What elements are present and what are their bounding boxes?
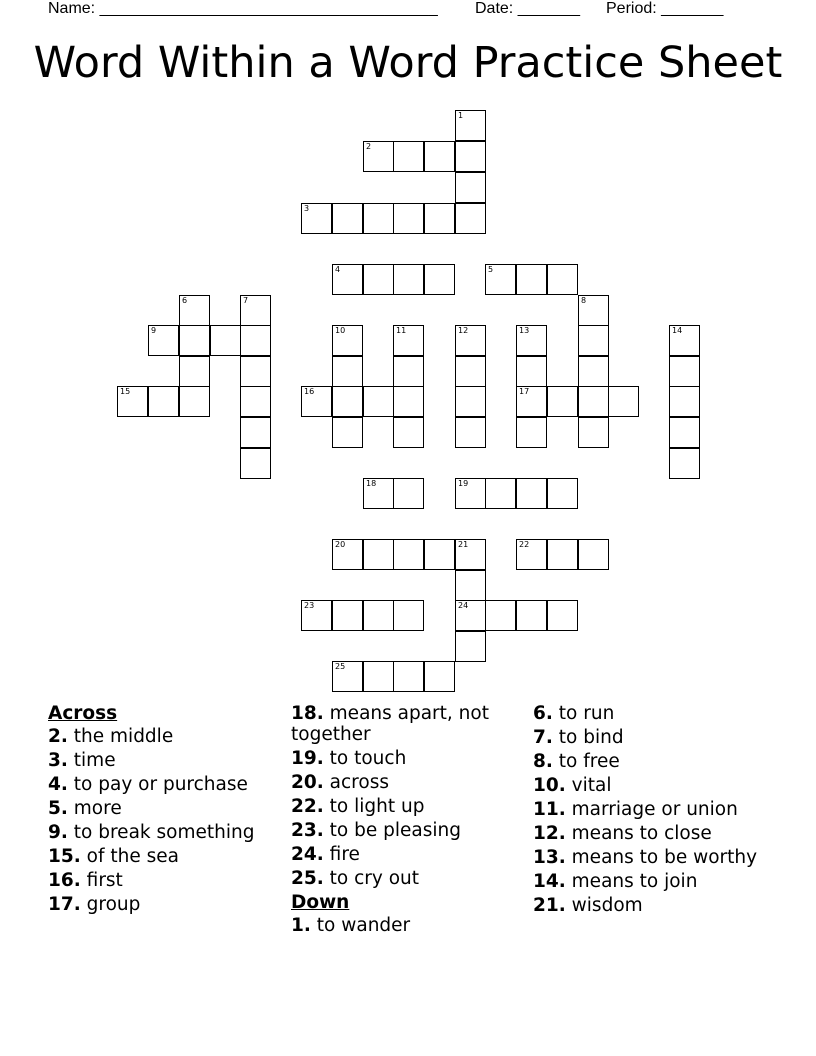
grid-cell[interactable]: [485, 600, 516, 631]
grid-cell[interactable]: [301, 203, 332, 234]
clue-item: [533, 703, 773, 724]
clue-item: [291, 772, 521, 793]
clue-text: fire: [323, 844, 360, 865]
clue-number: 10.: [533, 775, 566, 796]
grid-cell[interactable]: [363, 203, 394, 234]
cell-number: 21: [458, 540, 469, 549]
grid-cell[interactable]: [393, 325, 424, 356]
grid-cell[interactable]: [240, 386, 271, 417]
clue-item: [291, 703, 521, 745]
clue-item: [291, 820, 521, 841]
grid-cell[interactable]: [363, 539, 394, 570]
grid-cell[interactable]: [393, 203, 424, 234]
clue-text: to run: [552, 703, 615, 724]
clue-number: 18.: [291, 703, 324, 724]
grid-cell[interactable]: [578, 356, 609, 387]
grid-cell[interactable]: [669, 356, 700, 387]
cell-number: 16: [304, 387, 315, 396]
clue-text: vital: [565, 775, 612, 796]
grid-cell[interactable]: [332, 417, 363, 448]
cell-number: 2: [366, 142, 372, 151]
grid-cell[interactable]: [455, 478, 486, 509]
cell-number: 18: [366, 479, 377, 488]
clue-number: 24.: [291, 844, 324, 865]
grid-cell[interactable]: [332, 539, 363, 570]
clue-number: 3.: [48, 750, 68, 771]
grid-cell[interactable]: [148, 386, 179, 417]
cell-number: 6: [182, 296, 188, 305]
clue-item: [533, 799, 773, 820]
cell-number: 25: [335, 662, 346, 671]
across-heading: Across: [48, 703, 118, 724]
grid-cell[interactable]: [393, 600, 424, 631]
grid-cell[interactable]: [516, 600, 547, 631]
clue-item: [48, 750, 280, 771]
cell-number: 7: [243, 296, 249, 305]
clue-number: 8.: [533, 751, 553, 772]
clue-text: time: [67, 750, 116, 771]
grid-cell[interactable]: [578, 417, 609, 448]
clue-number: 5.: [48, 798, 68, 819]
grid-cell[interactable]: [455, 356, 486, 387]
grid-cell[interactable]: [179, 295, 210, 326]
clue-text: of the sea: [80, 846, 179, 867]
clue-item: [533, 775, 773, 796]
clue-text: group: [80, 894, 141, 915]
clue-text: across: [323, 772, 389, 793]
grid-cell[interactable]: [332, 325, 363, 356]
cell-number: 4: [335, 265, 341, 274]
grid-cell[interactable]: [455, 600, 486, 631]
clue-number: 6.: [533, 703, 553, 724]
clue-column-3: [533, 703, 773, 919]
grid-cell[interactable]: [393, 264, 424, 295]
grid-cell[interactable]: [240, 417, 271, 448]
grid-cell[interactable]: [424, 661, 455, 692]
grid-cell[interactable]: [363, 264, 394, 295]
cell-number: 12: [458, 326, 469, 335]
cell-number: 19: [458, 479, 469, 488]
grid-cell[interactable]: [393, 478, 424, 509]
grid-cell[interactable]: [363, 478, 394, 509]
grid-cell[interactable]: [608, 386, 639, 417]
grid-cell[interactable]: [485, 478, 516, 509]
cell-number: 13: [519, 326, 530, 335]
grid-cell[interactable]: [578, 386, 609, 417]
down-clue-list-continued: [533, 703, 773, 916]
across-clue-list-continued: [291, 703, 521, 889]
date-field-label[interactable]: Date: _______: [475, 0, 580, 17]
clue-text: to cry out: [323, 868, 420, 889]
grid-cell[interactable]: [424, 141, 455, 172]
across-clue-list: [48, 726, 280, 915]
grid-cell[interactable]: [578, 539, 609, 570]
grid-cell[interactable]: [393, 356, 424, 387]
clue-number: 23.: [291, 820, 324, 841]
grid-cell[interactable]: [424, 264, 455, 295]
grid-cell[interactable]: [393, 539, 424, 570]
grid-cell[interactable]: [516, 386, 547, 417]
clue-text: more: [67, 798, 122, 819]
grid-cell[interactable]: [516, 417, 547, 448]
grid-cell[interactable]: [455, 539, 486, 570]
grid-cell[interactable]: [363, 141, 394, 172]
clue-item: [48, 822, 280, 843]
grid-cell[interactable]: [455, 631, 486, 662]
clue-item: [291, 915, 521, 936]
cell-number: 15: [120, 387, 131, 396]
grid-cell[interactable]: [332, 661, 363, 692]
clue-number: 2.: [48, 726, 68, 747]
cell-number: 14: [672, 326, 683, 335]
clue-item: [48, 774, 280, 795]
grid-cell[interactable]: [424, 203, 455, 234]
grid-cell[interactable]: [363, 600, 394, 631]
clue-number: 13.: [533, 847, 566, 868]
grid-cell[interactable]: [179, 356, 210, 387]
grid-cell[interactable]: [332, 264, 363, 295]
grid-cell[interactable]: [547, 600, 578, 631]
grid-cell[interactable]: [179, 325, 210, 356]
grid-cell[interactable]: [516, 356, 547, 387]
clue-number: 25.: [291, 868, 324, 889]
grid-cell[interactable]: [393, 141, 424, 172]
clue-text: means apart, not together: [291, 703, 489, 745]
grid-cell[interactable]: [301, 386, 332, 417]
grid-cell[interactable]: [240, 448, 271, 479]
grid-cell[interactable]: [148, 325, 179, 356]
grid-cell[interactable]: [455, 141, 486, 172]
grid-cell[interactable]: [669, 386, 700, 417]
grid-cell[interactable]: [210, 325, 241, 356]
cell-number: 1: [458, 111, 464, 120]
clue-number: 1.: [291, 915, 311, 936]
clue-text: to wander: [310, 915, 411, 936]
grid-cell[interactable]: [393, 386, 424, 417]
grid-cell[interactable]: [332, 356, 363, 387]
grid-cell[interactable]: [547, 478, 578, 509]
grid-cell[interactable]: [547, 386, 578, 417]
clue-text: wisdom: [565, 895, 643, 916]
cell-number: 22: [519, 540, 530, 549]
grid-cell[interactable]: [332, 386, 363, 417]
page-title: Word Within a Word Practice Sheet: [33, 38, 783, 88]
clue-item: [533, 751, 773, 772]
cell-number: 9: [151, 326, 157, 335]
grid-cell[interactable]: [516, 325, 547, 356]
clue-text: means to close: [565, 823, 712, 844]
grid-cell[interactable]: [117, 386, 148, 417]
cell-number: 23: [304, 601, 315, 610]
grid-cell[interactable]: [363, 661, 394, 692]
grid-cell[interactable]: [455, 570, 486, 601]
clue-item: [48, 846, 280, 867]
clue-number: 16.: [48, 870, 81, 891]
clue-item: [291, 796, 521, 817]
clue-text: means to join: [565, 871, 698, 892]
clue-item: [533, 727, 773, 748]
grid-cell[interactable]: [455, 203, 486, 234]
clue-item: [291, 844, 521, 865]
grid-cell[interactable]: [516, 539, 547, 570]
clue-item: [533, 871, 773, 892]
clue-number: 14.: [533, 871, 566, 892]
cell-number: 24: [458, 601, 469, 610]
grid-cell[interactable]: [669, 417, 700, 448]
grid-cell[interactable]: [547, 539, 578, 570]
grid-cell[interactable]: [669, 448, 700, 479]
cell-number: 5: [488, 265, 494, 274]
clue-number: 15.: [48, 846, 81, 867]
clue-item: [291, 748, 521, 769]
cell-number: 10: [335, 326, 346, 335]
grid-cell[interactable]: [547, 264, 578, 295]
grid-cell[interactable]: [578, 325, 609, 356]
clue-text: to break something: [67, 822, 255, 843]
clue-text: to pay or purchase: [67, 774, 248, 795]
period-field-label[interactable]: Period: _______: [606, 0, 724, 17]
clue-number: 12.: [533, 823, 566, 844]
clue-text: marriage or union: [565, 799, 738, 820]
grid-cell[interactable]: [363, 386, 394, 417]
clue-item: [533, 823, 773, 844]
clue-column-2: [291, 703, 521, 939]
clue-item: [48, 726, 280, 747]
grid-cell[interactable]: [516, 478, 547, 509]
clue-item: [48, 894, 280, 915]
grid-cell[interactable]: [485, 264, 516, 295]
clue-number: 20.: [291, 772, 324, 793]
grid-cell[interactable]: [179, 386, 210, 417]
clue-text: to free: [552, 751, 620, 772]
clue-number: 11.: [533, 799, 566, 820]
clue-text: the middle: [67, 726, 174, 747]
grid-cell[interactable]: [240, 325, 271, 356]
cell-number: 8: [581, 296, 587, 305]
clue-number: 21.: [533, 895, 566, 916]
grid-cell[interactable]: [424, 539, 455, 570]
clue-item: [533, 847, 773, 868]
grid-cell[interactable]: [455, 325, 486, 356]
clue-number: 19.: [291, 748, 324, 769]
grid-cell[interactable]: [455, 417, 486, 448]
grid-cell[interactable]: [301, 600, 332, 631]
grid-cell[interactable]: [240, 295, 271, 326]
cell-number: 20: [335, 540, 346, 549]
clue-text: to light up: [323, 796, 425, 817]
cell-number: 3: [304, 204, 310, 213]
grid-cell[interactable]: [332, 600, 363, 631]
clue-number: 7.: [533, 727, 553, 748]
clue-number: 9.: [48, 822, 68, 843]
grid-cell[interactable]: [669, 325, 700, 356]
down-clue-list: [291, 915, 521, 936]
grid-cell[interactable]: [516, 264, 547, 295]
cell-number: 17: [519, 387, 530, 396]
clue-text: means to be worthy: [565, 847, 758, 868]
clue-item: [533, 895, 773, 916]
clue-item: [48, 870, 280, 891]
clue-text: first: [80, 870, 123, 891]
clue-text: to be pleasing: [323, 820, 461, 841]
grid-cell[interactable]: [455, 110, 486, 141]
clue-item: [48, 798, 280, 819]
grid-cell[interactable]: [332, 203, 363, 234]
grid-cell[interactable]: [455, 386, 486, 417]
grid-cell[interactable]: [578, 295, 609, 326]
clue-number: 4.: [48, 774, 68, 795]
down-heading: Down: [291, 892, 350, 913]
clue-item: [291, 868, 521, 889]
clue-text: to bind: [552, 727, 624, 748]
cell-number: 11: [396, 326, 407, 335]
grid-cell[interactable]: [240, 356, 271, 387]
clue-number: 22.: [291, 796, 324, 817]
name-field-label[interactable]: Name: ______________________________________: [48, 0, 438, 17]
clue-column-1: [48, 703, 280, 918]
clue-text: to touch: [323, 748, 407, 769]
grid-cell[interactable]: [393, 417, 424, 448]
clue-number: 17.: [48, 894, 81, 915]
grid-cell[interactable]: [455, 172, 486, 203]
grid-cell[interactable]: [393, 661, 424, 692]
